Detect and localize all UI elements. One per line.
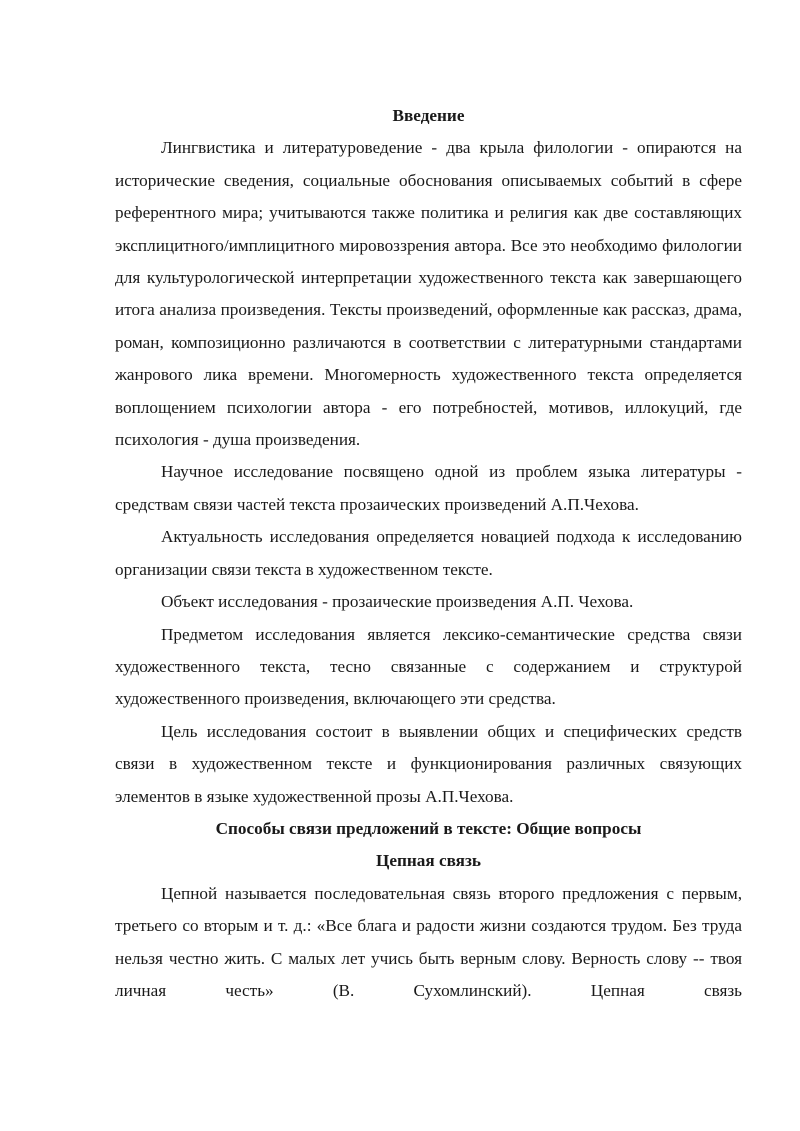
intro-paragraph-1: Лингвистика и литературоведение - два крыла филологии - опираются на исторические сведения, социальные обоснования описываемых событий в сфере референтного мира; учитываются также политика и религия как две составляющих эксплицитного/имплицитного мировоззрения автора. Все это необходимо филологии для культурологической интерпретации художественного текста как завершающего итога анализа произведения. Тексты произведений, оформленные как рассказ, драма, роман, композиционно различаются в соответствии с литературными стандартами жанрового лика времени. Многомерность художественного текста определяется воплощением психологии автора - его потребностей, мотивов, иллокуций, где психология - душа произведения. [115, 138, 742, 450]
intro-paragraph-2: Научное исследование посвящено одной из проблем языка литературы - средствам связи частей текста прозаических произведений А.П.Чехова. [115, 462, 742, 514]
intro-paragraph-6: Цель исследования состоит в выявлении общих и специфических средств связи в художественном тексте и функционирования различных связующих элементов в языке художественной прозы А.П.Чехова. [115, 721, 742, 806]
section-heading: Способы связи предложений в тексте: Общие вопросы [215, 818, 642, 838]
intro-heading: Введение [392, 106, 465, 125]
intro-paragraph-4: Объект исследования - прозаические произведения А.П. Чехова. [161, 592, 634, 612]
subsection-heading: Цепная связь [376, 851, 481, 871]
intro-paragraph-5: Предметом исследования является лексико-семантические средства связи художественного текста, тесно связанные с содержанием и структурой художественного произведения, включающего эти средства. [115, 624, 742, 709]
document-page [115, 100, 742, 1007]
intro-paragraph-3: Актуальность исследования определяется новацией подхода к исследованию организации связи текста в художественном тексте. [115, 527, 742, 579]
chain-link-paragraph: Цепной называется последовательная связь второго предложения с первым, третьего со вторым и т. д.: «Все блага и радости жизни создаются трудом. Без труда нельзя честно жить. С малых лет учись быть верным слову. Верность слову -- твоя личная честь» (В. Сухомлинский). Цепная связь [115, 883, 742, 1000]
